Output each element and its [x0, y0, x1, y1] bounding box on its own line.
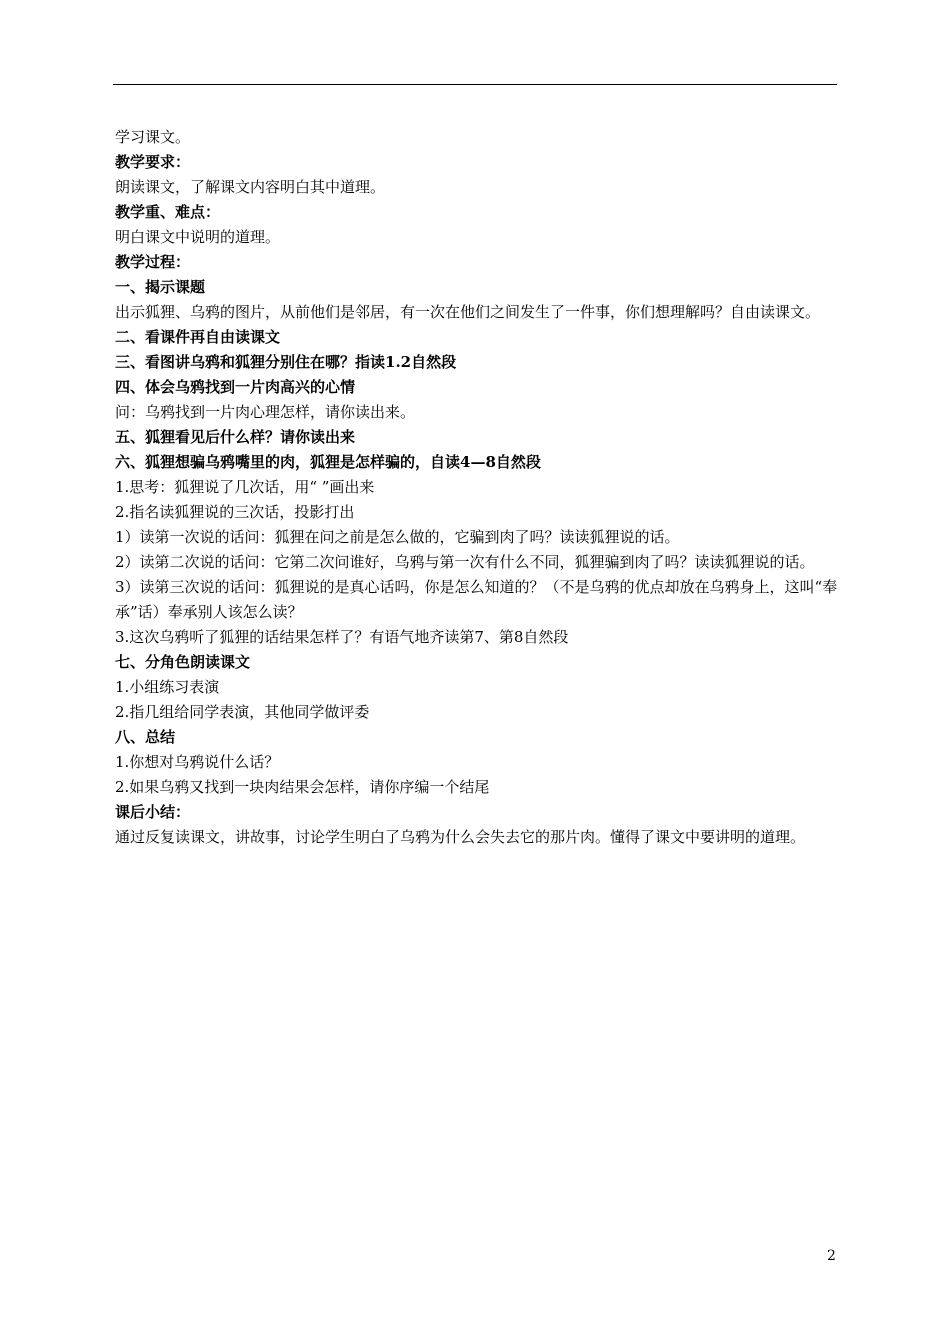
- text-paragraph: 通过反复读课文，讲故事，讨论学生明白了乌鸦为什么会失去它的那片肉。懂得了课文中要讲明的道理。: [115, 828, 806, 846]
- text-paragraph: 出示狐狸、乌鸦的图片，从前他们是邻居，有一次在他们之间发生了一件事，你们想理解吗？自由读课文。: [115, 303, 821, 321]
- step-heading: 六、狐狸想骗乌鸦嘴里的肉，狐狸是怎样骗的，自读4—8自然段: [115, 453, 541, 471]
- section-heading: 教学要求：: [115, 153, 191, 171]
- text-line: 朗读课文，了解课文内容明白其中道理。: [115, 178, 386, 196]
- header-rule: [113, 84, 837, 85]
- step-heading: 一、揭示课题: [115, 278, 206, 296]
- list-item: 1）读第一次说的话问：狐狸在问之前是怎么做的，它骗到肉了吗？读读狐狸说的话。: [115, 528, 680, 546]
- section-heading: 教学过程：: [115, 253, 191, 271]
- step-heading: 四、体会乌鸦找到一片肉高兴的心情: [115, 378, 356, 396]
- list-item: 3）读第三次说的话问：狐狸说的是真心话吗，你是怎么知道的？（不是乌鸦的优点却放在乌鸦身上，这叫“奉承”话）奉承别人该怎么读？: [115, 578, 838, 621]
- text-line: 明白课文中说明的道理。: [115, 228, 281, 246]
- list-item: 2.如果乌鸦又找到一块肉结果会怎样，请你序编一个结尾: [115, 778, 490, 796]
- list-item: 2）读第二次说的话问：它第二次问谁好，乌鸦与第一次有什么不同，狐狸骗到肉了吗？读读狐狸说的话。: [115, 553, 815, 571]
- list-item: 2.指名读狐狸说的三次话，投影打出: [115, 503, 355, 521]
- section-heading: 教学重、难点：: [115, 203, 221, 221]
- list-item: 1.小组练习表演: [115, 678, 220, 696]
- step-heading: 二、看课件再自由读课文: [115, 328, 281, 346]
- document-body: [115, 125, 839, 850]
- text-line: 学习课文。: [115, 128, 191, 146]
- section-heading: 课后小结：: [115, 803, 191, 821]
- list-item: 3.这次乌鸦听了狐狸的话结果怎样了？有语气地齐读第7、第8自然段: [115, 628, 569, 646]
- list-item: 1.你想对乌鸦说什么话？: [115, 753, 280, 771]
- page-number: 2: [827, 1248, 836, 1264]
- list-item: 2.指几组给同学表演，其他同学做评委: [115, 703, 370, 721]
- text-line: 问：乌鸦找到一片肉心理怎样，请你读出来。: [115, 403, 416, 421]
- step-heading: 三、看图讲乌鸦和狐狸分别住在哪？指读1.2自然段: [115, 353, 457, 371]
- step-heading: 八、总结: [115, 728, 176, 746]
- step-heading: 七、分角色朗读课文: [115, 653, 251, 671]
- list-item: 1.思考：狐狸说了几次话，用“ ”画出来: [115, 478, 375, 496]
- step-heading: 五、狐狸看见后什么样？请你读出来: [115, 428, 356, 446]
